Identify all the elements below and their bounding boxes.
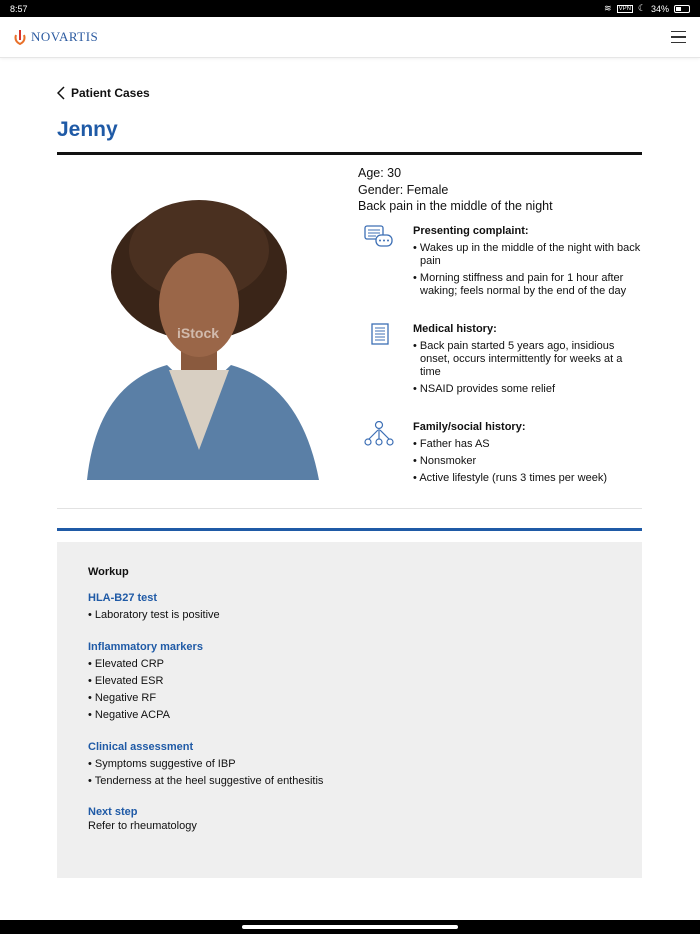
list-item: • Negative ACPA (88, 707, 611, 724)
block-title: Next step (88, 806, 138, 818)
photo-watermark: iStock (177, 325, 220, 341)
family-social-history-section (358, 421, 642, 489)
accent-divider (57, 528, 642, 531)
patient-complaint-summary: Back pain in the middle of the night (358, 199, 553, 213)
list-item: • Laboratory test is positive (88, 607, 611, 624)
list-item: • Back pain started 5 years ago, insidious onset, occurs intermittently for weeks at a time (413, 340, 642, 379)
wifi-icon: ≋ (604, 3, 612, 13)
list-item: • Active lifestyle (runs 3 times per week) (413, 472, 642, 485)
chat-bubbles-icon (364, 225, 394, 251)
chevron-left-icon (57, 86, 65, 100)
workup-title: Workup (88, 566, 129, 578)
back-label: Patient Cases (71, 86, 150, 100)
patient-age: Age: 30 (358, 166, 402, 180)
block-title: Clinical assessment (88, 741, 194, 753)
inflammatory-markers-block (88, 639, 611, 724)
title-divider (57, 152, 642, 155)
document-icon (364, 323, 394, 347)
patient-summary (358, 165, 642, 215)
section-title: Presenting complaint: (413, 225, 529, 237)
section-title: Medical history: (413, 323, 497, 335)
section-title: Family/social history: (413, 421, 526, 433)
back-button[interactable] (57, 86, 150, 100)
list-item: • Wakes up in the middle of the night with back pain (413, 242, 642, 268)
list-item: • Nonsmoker (413, 455, 642, 468)
next-step-text: Refer to rheumatology (88, 820, 197, 832)
hla-b27-block (88, 590, 611, 624)
list-item: • Elevated CRP (88, 656, 611, 673)
novartis-logo[interactable] (14, 29, 98, 45)
list-item: • Tenderness at the heel suggestive of enthesitis (88, 773, 611, 790)
next-step-block (88, 805, 611, 833)
brand-name: NOVARTIS (31, 29, 99, 44)
list-item: • Negative RF (88, 690, 611, 707)
list-item: • Morning stiffness and pain for 1 hour after waking; feels normal by the end of the day (413, 272, 642, 298)
block-title: Inflammatory markers (88, 641, 203, 653)
battery-icon (674, 5, 690, 13)
family-tree-icon (364, 421, 394, 447)
app-header (0, 17, 700, 58)
presenting-complaint-section (358, 225, 642, 302)
page-title: Jenny (57, 118, 118, 141)
clinical-assessment-block (88, 739, 611, 790)
medical-history-section (358, 323, 642, 400)
divider (57, 508, 642, 509)
home-indicator-bar (0, 920, 700, 934)
list-item: • NSAID provides some relief (413, 383, 642, 396)
list-item: • Elevated ESR (88, 673, 611, 690)
home-indicator[interactable] (242, 925, 458, 929)
workup-panel (57, 542, 642, 878)
patient-photo (57, 160, 341, 480)
status-bar (0, 0, 700, 17)
hamburger-menu-icon[interactable] (671, 31, 686, 44)
list-item: • Father has AS (413, 438, 642, 451)
battery-percent: 34% (650, 3, 669, 14)
moon-icon: ☾ (637, 3, 646, 13)
list-item: • Symptoms suggestive of IBP (88, 756, 611, 773)
flame-icon (14, 29, 26, 45)
block-title: HLA-B27 test (88, 592, 158, 604)
clock: 8:57 (10, 3, 28, 14)
patient-gender: Gender: Female (358, 182, 449, 197)
vpn-badge: VPN (618, 5, 631, 12)
